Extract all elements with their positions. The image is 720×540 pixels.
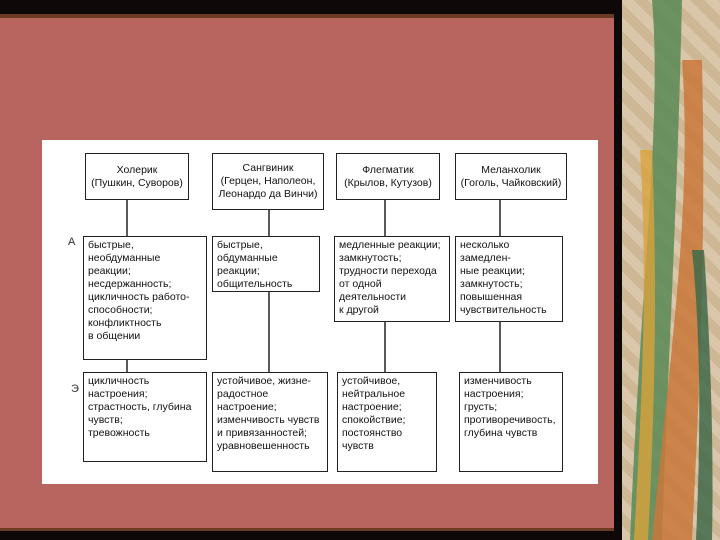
row-label-e: Э (71, 383, 79, 395)
slide-frame-top (0, 0, 622, 18)
header-sanguine: Сангвиник (Герцен, Наполеон, Леонардо да Винчи) (212, 153, 324, 210)
sanguine-emotions: устойчивое, жизне- радостное настроение; изменчивость чувств и привязанностей; уравновешенность (212, 372, 328, 472)
slide-frame-bottom (0, 528, 622, 540)
phlegmatic-emotions: устойчивое, нейтральное настроение; спокойствие; постоянство чувств (337, 372, 437, 472)
row-label-a: А (68, 236, 76, 248)
temperament-diagram (42, 140, 598, 484)
header-melancholic: Меланхолик (Гоголь, Чайковский) (455, 153, 567, 200)
phlegmatic-reactions: медленные реакции; замкнутость; трудности перехода от одной деятельности к другой (334, 236, 450, 322)
melancholic-reactions: несколько замедлен- ные реакции; замкнутость; повышенная чувствительность (455, 236, 563, 322)
slide-frame-right (614, 0, 622, 540)
choleric-emotions: цикличность настроения; страстность, глубина чувств; тревожность (83, 372, 207, 462)
header-choleric: Холерик (Пушкин, Суворов) (85, 153, 189, 200)
melancholic-emotions: изменчивость настроения; грусть; противоречивость, глубина чувств (459, 372, 563, 472)
decorative-leaves-icon (622, 0, 720, 540)
sanguine-reactions: быстрые, обдуманные реакции; общительность (212, 236, 320, 292)
decorative-side-panel (622, 0, 720, 540)
header-phlegmatic: Флегматик (Крылов, Кутузов) (336, 153, 440, 200)
choleric-reactions: быстрые, необдуманные реакции; несдержанность; цикличность работо- способности; конфликтность в общении (83, 236, 207, 360)
